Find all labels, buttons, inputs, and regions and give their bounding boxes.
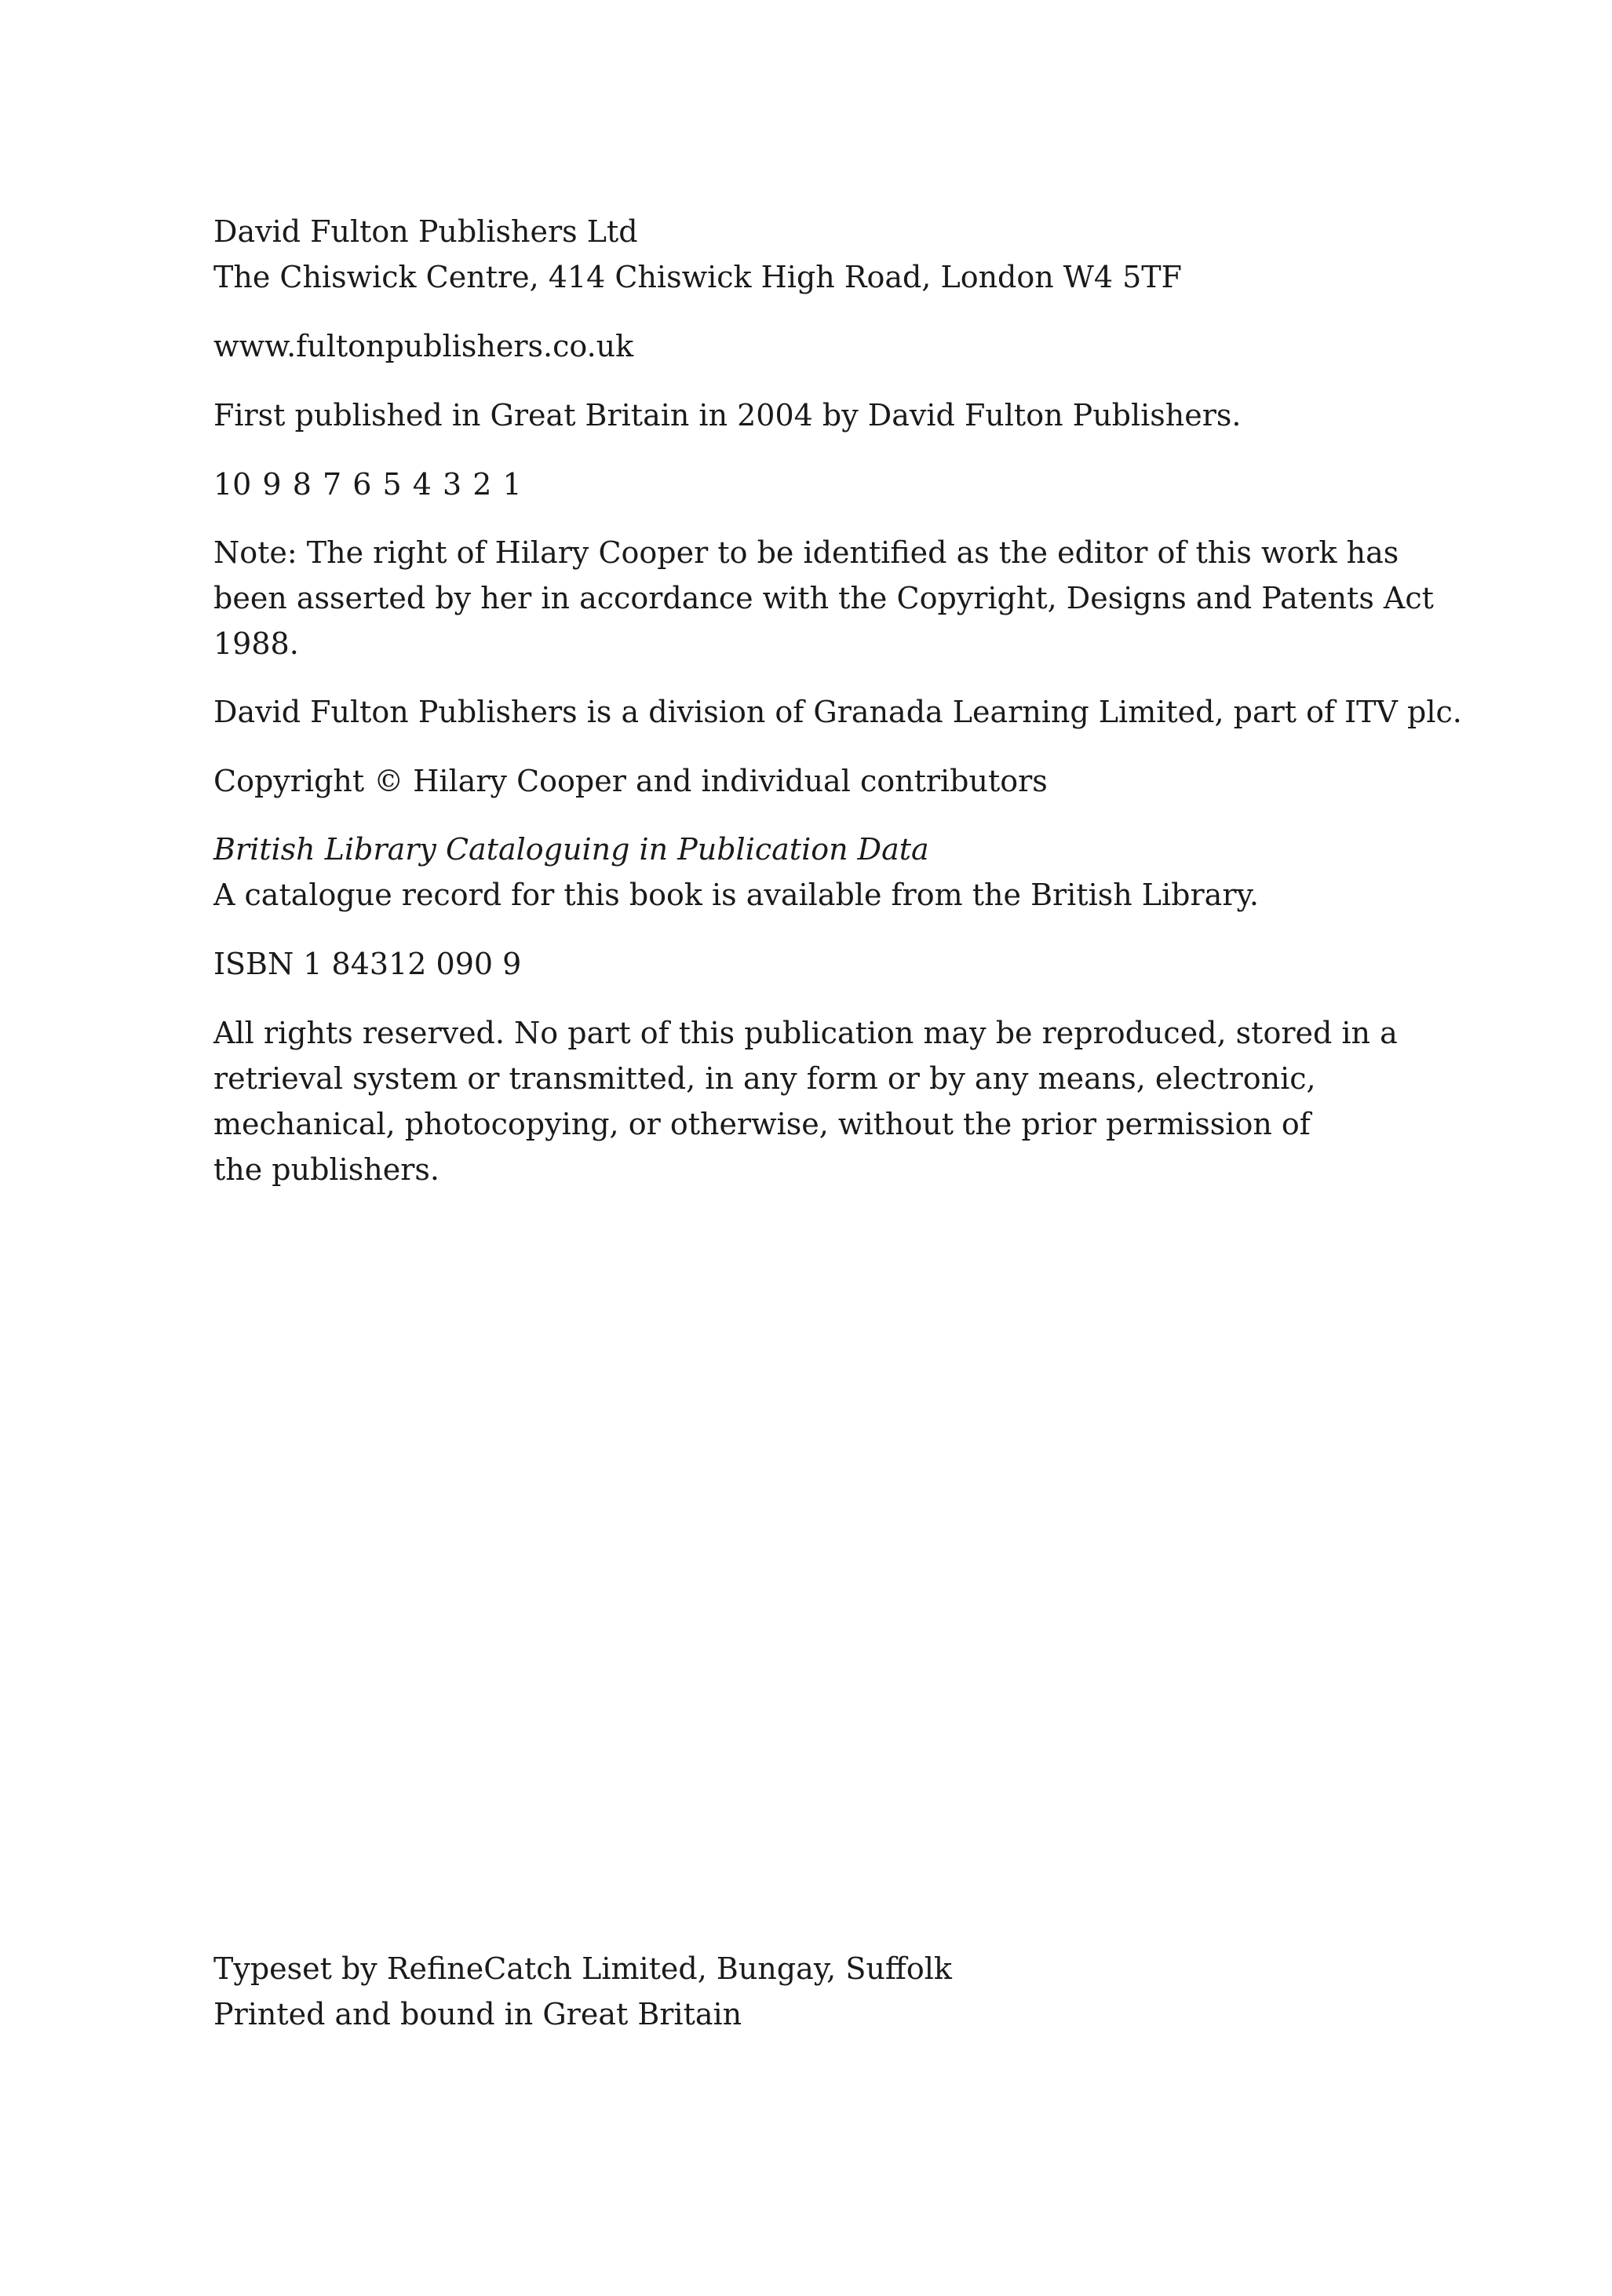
publisher-name: David Fulton Publishers Ltd — [213, 214, 638, 249]
publisher-address: The Chiswick Centre, 414 Chiswick High Road, London W4 5TF — [213, 260, 1182, 294]
note-line-3: 1988. — [213, 626, 299, 661]
publisher-website: www.fultonpublishers.co.uk — [213, 329, 634, 363]
copyright-line: Copyright © Hilary Cooper and individual contributors — [213, 764, 1048, 798]
division-line: David Fulton Publishers is a division of Granada Learning Limited, part of ITV plc. — [213, 695, 1462, 729]
rights-line-1: All rights reserved. No part of this publication may be reproduced, stored in a — [213, 1016, 1398, 1050]
cip-text: A catalogue record for this book is available from the British Library. — [213, 878, 1259, 912]
typeset-line: Typeset by RefineCatch Limited, Bungay, Suffolk — [213, 1951, 952, 1986]
first-published-line: First published in Great Britain in 2004 by David Fulton Publishers. — [213, 398, 1242, 433]
rights-line-3: mechanical, photocopying, or otherwise, without the prior permission of — [213, 1107, 1311, 1141]
rights-line-4: the publishers. — [213, 1152, 439, 1187]
note-line-1: Note: The right of Hilary Cooper to be identified as the editor of this work has — [213, 535, 1399, 570]
note-line-2: been asserted by her in accordance with the Copyright, Designs and Patents Act — [213, 581, 1434, 615]
isbn-line: ISBN 1 84312 090 9 — [213, 947, 522, 981]
rights-line-2: retrieval system or transmitted, in any form or by any means, electronic, — [213, 1061, 1316, 1096]
cip-heading: British Library Cataloguing in Publication Data — [213, 832, 929, 867]
print-number-line: 10 9 8 7 6 5 4 3 2 1 — [213, 467, 522, 502]
printed-line: Printed and bound in Great Britain — [213, 1997, 742, 2031]
